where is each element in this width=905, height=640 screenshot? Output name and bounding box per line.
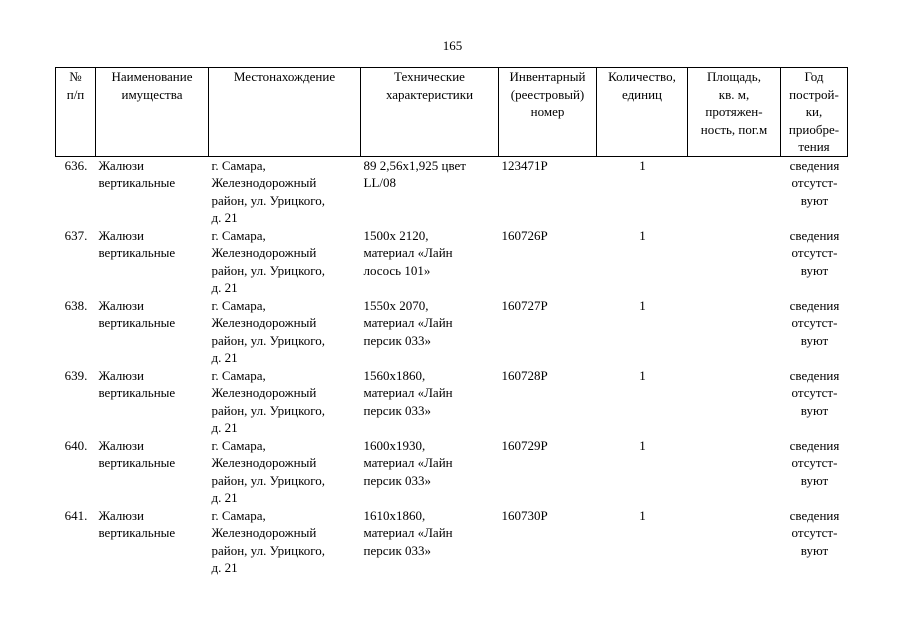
header-year: Год построй- ки, приобре- тения — [781, 68, 848, 157]
row-number: 640. — [64, 437, 88, 453]
row-quantity: 1 — [639, 507, 646, 523]
header-characteristics: Технические характеристики — [361, 68, 499, 157]
row-area — [688, 156, 781, 227]
row-location: г. Самара, Железнодорожный район, ул. Урицкого, д. 21 — [211, 507, 325, 575]
table-row — [56, 367, 848, 437]
row-characteristics: 1550х 2070, материал «Лайн персик 033» — [363, 297, 453, 348]
row-quantity: 1 — [639, 157, 646, 173]
row-characteristics: 1500х 2120, материал «Лайн лосось 101» — [363, 227, 453, 278]
row-quantity: 1 — [639, 437, 646, 453]
row-number: 641. — [64, 507, 88, 523]
row-year: сведения отсутст- вуют — [789, 507, 840, 558]
row-inventory-number: 160729Р — [501, 437, 548, 453]
row-quantity: 1 — [639, 227, 646, 243]
row-quantity: 1 — [639, 367, 646, 383]
row-characteristics: 89 2,56х1,925 цвет LL/08 — [363, 157, 466, 190]
row-location: г. Самара, Железнодорожный район, ул. Урицкого, д. 21 — [211, 437, 325, 505]
header-name: Наименование имущества — [96, 68, 209, 157]
row-name: Жалюзи вертикальные — [98, 437, 176, 470]
row-name: Жалюзи вертикальные — [98, 227, 176, 260]
row-year: сведения отсутст- вуют — [789, 437, 840, 488]
header-quantity: Количество, единиц — [597, 68, 688, 157]
header-row — [56, 68, 848, 157]
row-name: Жалюзи вертикальные — [98, 367, 176, 400]
header-number: № п/п — [56, 68, 96, 157]
row-characteristics: 1610х1860, материал «Лайн персик 033» — [363, 507, 453, 558]
property-register-table — [55, 67, 848, 577]
header-location: Местонахождение — [209, 68, 361, 157]
row-area — [688, 367, 781, 437]
row-area — [688, 297, 781, 367]
row-inventory-number: 160728Р — [501, 367, 548, 383]
table-body — [56, 156, 848, 577]
row-quantity: 1 — [639, 297, 646, 313]
row-area — [688, 227, 781, 297]
page-number: 165 — [442, 38, 463, 53]
row-number: 639. — [64, 367, 88, 383]
row-inventory-number: 160726Р — [501, 227, 548, 243]
row-inventory-number: 160730Р — [501, 507, 548, 523]
row-location: г. Самара, Железнодорожный район, ул. Урицкого, д. 21 — [211, 227, 325, 295]
row-area — [688, 507, 781, 577]
row-location: г. Самара, Железнодорожный район, ул. Урицкого, д. 21 — [211, 367, 325, 435]
table-row — [56, 437, 848, 507]
table-header — [56, 68, 848, 157]
row-characteristics: 1600х1930, материал «Лайн персик 033» — [363, 437, 453, 488]
row-characteristics: 1560х1860, материал «Лайн персик 033» — [363, 367, 453, 418]
row-inventory-number: 123471Р — [501, 157, 548, 173]
row-year: сведения отсутст- вуют — [789, 367, 840, 418]
header-inventory-number: Инвентарный (реестровый) номер — [499, 68, 597, 157]
row-year: сведения отсутст- вуют — [789, 157, 840, 208]
row-number: 636. — [64, 157, 88, 173]
row-inventory-number: 160727Р — [501, 297, 548, 313]
row-year: сведения отсутст- вуют — [789, 297, 840, 348]
row-area — [688, 437, 781, 507]
row-name: Жалюзи вертикальные — [98, 157, 176, 190]
row-location: г. Самара, Железнодорожный район, ул. Урицкого, д. 21 — [211, 297, 325, 365]
header-area: Площадь, кв. м, протяжен- ность, пог.м — [688, 68, 781, 157]
row-name: Жалюзи вертикальные — [98, 507, 176, 540]
table-row — [56, 227, 848, 297]
table-row — [56, 297, 848, 367]
table-row — [56, 507, 848, 577]
row-year: сведения отсутст- вуют — [789, 227, 840, 278]
row-location: г. Самара, Железнодорожный район, ул. Урицкого, д. 21 — [211, 157, 325, 225]
table-row — [56, 156, 848, 227]
row-number: 638. — [64, 297, 88, 313]
row-number: 637. — [64, 227, 88, 243]
row-name: Жалюзи вертикальные — [98, 297, 176, 330]
